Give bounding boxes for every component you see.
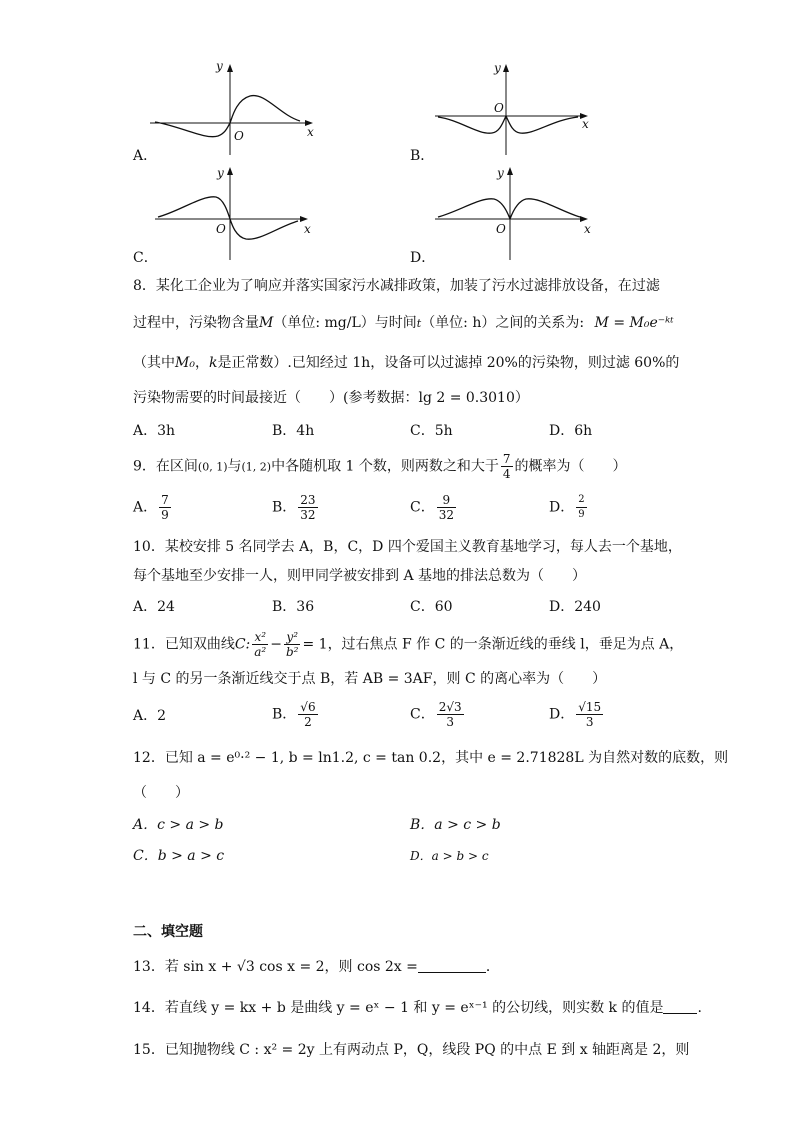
q8-line4: 污染物需要的时间最接近（ ）(参考数据：lg 2 = 0.3010） [133, 390, 529, 406]
question-13: 13．若 sin x + √3 cos x = 2，则 cos 2x = ． [133, 959, 500, 975]
section-heading-fill-in: 二、填空题 [133, 924, 203, 940]
q8-option-d: D．6h [549, 423, 593, 439]
q11-option-b: B． $\frac{√6}{2}$ [272, 700, 316, 729]
q8-option-c: C．5h [410, 423, 453, 439]
q12-line2: （ ） [133, 785, 189, 801]
q11-line2: l 与 C 的另一条渐近线交于点 B，若 AB = 3AF，则 C 的离心率为（ ） [133, 671, 607, 687]
graph-b-x-label: x [582, 117, 589, 131]
q10-option-b: B．36 [272, 599, 315, 615]
q8-line3: （其中M₀，k是正常数）.已知经过 1h，设备可以过滤掉 20%的污染物，则过滤 60%的 [133, 355, 680, 371]
q9-option-a: A． $\frac{7}{9}$ [133, 493, 169, 522]
q11-line1: 11．已知双曲线C: $\frac{\text{x²}}{\text{a²}}$ − $\frac{\text{y²}}{\text{b²}}$ = 1，过右焦点 F 作 C 的一条渐近线的垂线 l，垂足为点 A， [133, 630, 684, 659]
graph-c-y-label: y [217, 166, 224, 180]
graph-d-figure [430, 165, 600, 265]
q8-formula: M = M₀e⁻ᵏᵗ [594, 315, 674, 331]
question-14: 14．若直线 y = kx + b 是曲线 y = eˣ − 1 和 y = eˣ⁻¹ 的公切线，则实数 k 的值是 . [133, 1000, 702, 1016]
q9-stem: 9．在区间(0, 1)与(1, 2)中各随机取 1 个数，则两数之和大于 $\frac{7}{4}$ 的概率为（ ） [133, 452, 627, 481]
graph-d-label: D． [410, 250, 436, 266]
graph-c-figure [150, 165, 320, 265]
graph-a-y-label: y [216, 60, 223, 73]
graph-b-figure [430, 60, 600, 160]
q11-option-a: A．2 [133, 708, 167, 724]
graph-c-label: C． [133, 250, 158, 266]
q10-option-d: D．240 [549, 599, 601, 615]
graph-a-label: A． [133, 148, 158, 164]
q12-option-b: B．a > c > b [410, 817, 501, 833]
q9-option-c: C． $\frac{9}{32}$ [410, 493, 454, 522]
graph-b-y-label: y [494, 61, 501, 75]
q12-option-c: C．b > a > c [133, 848, 225, 864]
q10-line1: 10．某校安排 5 名同学去 A，B，C，D 四个爱国主义教育基地学习，每人去一个基地， [133, 539, 682, 555]
q8-line2: 过程中，污染物含量M（单位: mg/L）与时间t（单位: h）之间的关系为: M = M₀e⁻ᵏᵗ [133, 315, 674, 331]
q12-option-a: A．c > a > b [133, 817, 224, 833]
graph-d-origin-label: O [496, 222, 506, 236]
graph-d-y-label: y [497, 166, 504, 180]
graph-b-origin-label: O [494, 101, 504, 115]
q9-option-d: D． $\frac{2}{9}$ [549, 494, 585, 520]
graph-a-x-label: x [307, 125, 314, 139]
q10-option-c: C．60 [410, 599, 453, 615]
q11-option-c: C． $\frac{2√3}{3}$ [410, 700, 462, 729]
question-15: 15．已知抛物线 C : x² = 2y 上有两动点 P，Q，线段 PQ 的中点 E 到 x 轴距离是 2，则 [133, 1042, 690, 1058]
q12-line1: 12．已知 a = e⁰·² − 1, b = ln1.2, c = tan 0.2，其中 e = 2.71828L 为自然对数的底数，则 [133, 750, 729, 766]
graph-c-x-label: x [304, 222, 311, 236]
graph-b-label: B． [410, 148, 435, 164]
q8-option-b: B．4h [272, 423, 315, 439]
graph-d-x-label: x [584, 222, 591, 236]
q8-option-a: A．3h [133, 423, 176, 439]
q13-answer-blank[interactable] [418, 958, 486, 973]
q12-option-d: D．a > b > c [410, 849, 489, 863]
q14-answer-blank[interactable] [663, 999, 697, 1014]
q10-line2: 每个基地至少安排一人，则甲同学被安排到 A 基地的排法总数为（ ） [133, 568, 587, 584]
graph-c-origin-label: O [216, 222, 226, 236]
graph-a-figure [150, 60, 320, 160]
graph-a-origin-label: O [234, 129, 244, 143]
q9-option-b: B． $\frac{23}{32}$ [272, 493, 316, 522]
q10-option-a: A．24 [133, 599, 175, 615]
q8-line1: 8．某化工企业为了响应并落实国家污水减排政策，加装了污水过滤排放设备，在过滤 [133, 278, 660, 294]
q11-option-d: D． $\frac{√15}{3}$ [549, 700, 602, 729]
